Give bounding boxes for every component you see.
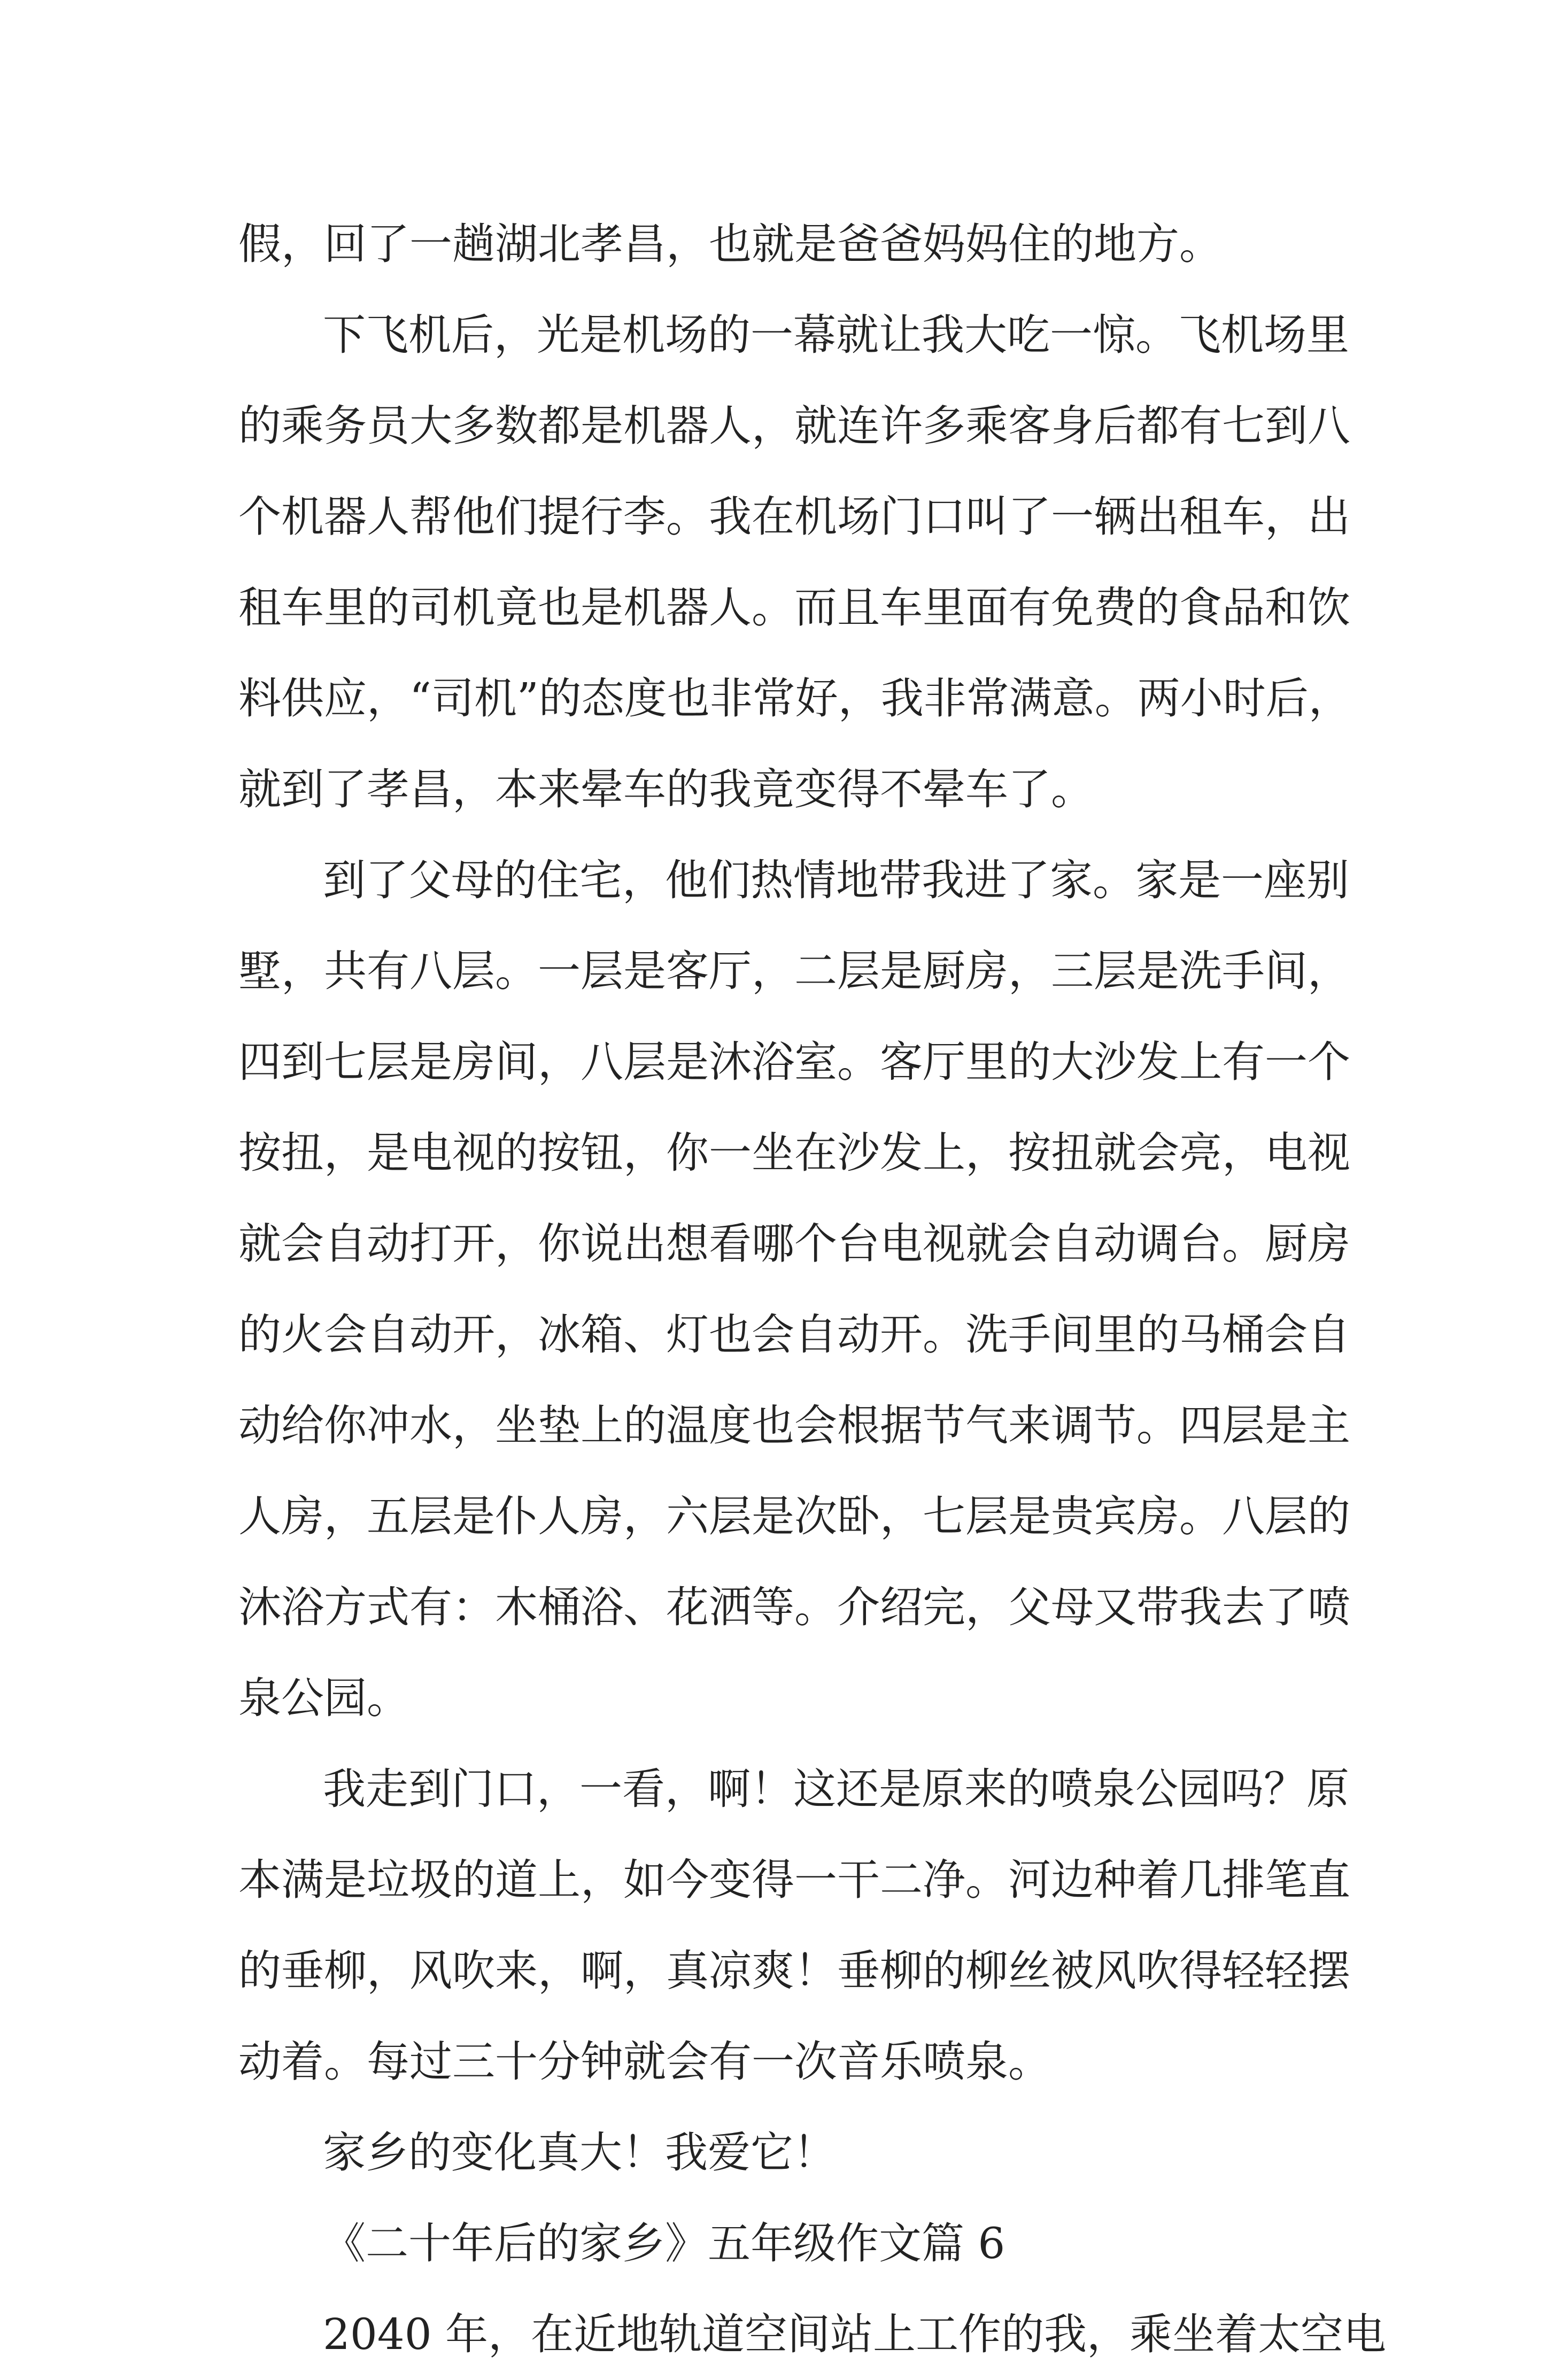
- paragraph-start-line: 2040 年，在近地轨道空间站上工作的我，乘坐着太空电: [323, 2309, 1387, 2359]
- text-line: 动给你冲水，坐垫上的温度也会根据节气来调节。四层是主: [238, 1401, 1350, 1450]
- text-line: 个机器人帮他们提行李。我在机场门口叫了一辆出租车，出: [238, 492, 1350, 542]
- text-line: 本满是垃圾的道上，如今变得一干二净。河边种着几排笔直: [238, 1855, 1350, 1905]
- text-line: 按扭，是电视的按钮，你一坐在沙发上，按扭就会亮，电视: [238, 1128, 1350, 1178]
- text-line: 料供应，“司机”的态度也非常好，我非常满意。两小时后，: [238, 674, 1351, 723]
- text-line: 假，回了一趟湖北孝昌，也就是爸爸妈妈住的地方。: [238, 219, 1222, 269]
- text-line: 沐浴方式有：木桶浴、花洒等。介绍完，父母又带我去了喷: [238, 1582, 1350, 1632]
- text-line: 人房，五层是仆人房，六层是次卧，七层是贵宾房。八层的: [238, 1492, 1350, 1541]
- text-line: 动着。每过三十分钟就会有一次音乐喷泉。: [238, 2037, 1051, 2087]
- paragraph-start-line: 到了父母的住宅，他们热情地带我进了家。家是一座别: [323, 855, 1349, 905]
- text-line: 就会自动打开，你说出想看哪个台电视就会自动调台。厨房: [238, 1219, 1350, 1269]
- text-line: 的垂柳，风吹来，啊，真凉爽！垂柳的柳丝被风吹得轻轻摆: [238, 1946, 1350, 1996]
- text-line: 租车里的司机竟也是机器人。而且车里面有免费的食品和饮: [238, 583, 1350, 632]
- text-line: 就到了孝昌，本来晕车的我竟变得不晕车了。: [238, 764, 1094, 814]
- text-line: 的火会自动开，冰箱、灯也会自动开。洗手间里的马桶会自: [238, 1310, 1350, 1359]
- text-line: 泉公园。: [238, 1673, 409, 1723]
- section-heading: 《二十年后的家乡》五年级作文篇 6: [323, 2219, 1005, 2268]
- paragraph-start-line: 下飞机后，光是机场的一幕就让我大吃一惊。飞机场里: [323, 310, 1349, 360]
- paragraph-start-line: 我走到门口，一看，啊！这还是原来的喷泉公园吗？原: [323, 1764, 1349, 1814]
- text-line: 的乘务员大多数都是机器人，就连许多乘客身后都有七到八: [238, 401, 1350, 451]
- paragraph-start-line: 家乡的变化真大！我爱它！: [323, 2128, 836, 2177]
- text-line: 四到七层是房间，八层是沐浴室。客厅里的大沙发上有一个: [238, 1037, 1350, 1087]
- essay-text: [238, 199, 1387, 2380]
- text-line: 墅，共有八层。一层是客厅，二层是厨房，三层是洗手间，: [238, 946, 1350, 996]
